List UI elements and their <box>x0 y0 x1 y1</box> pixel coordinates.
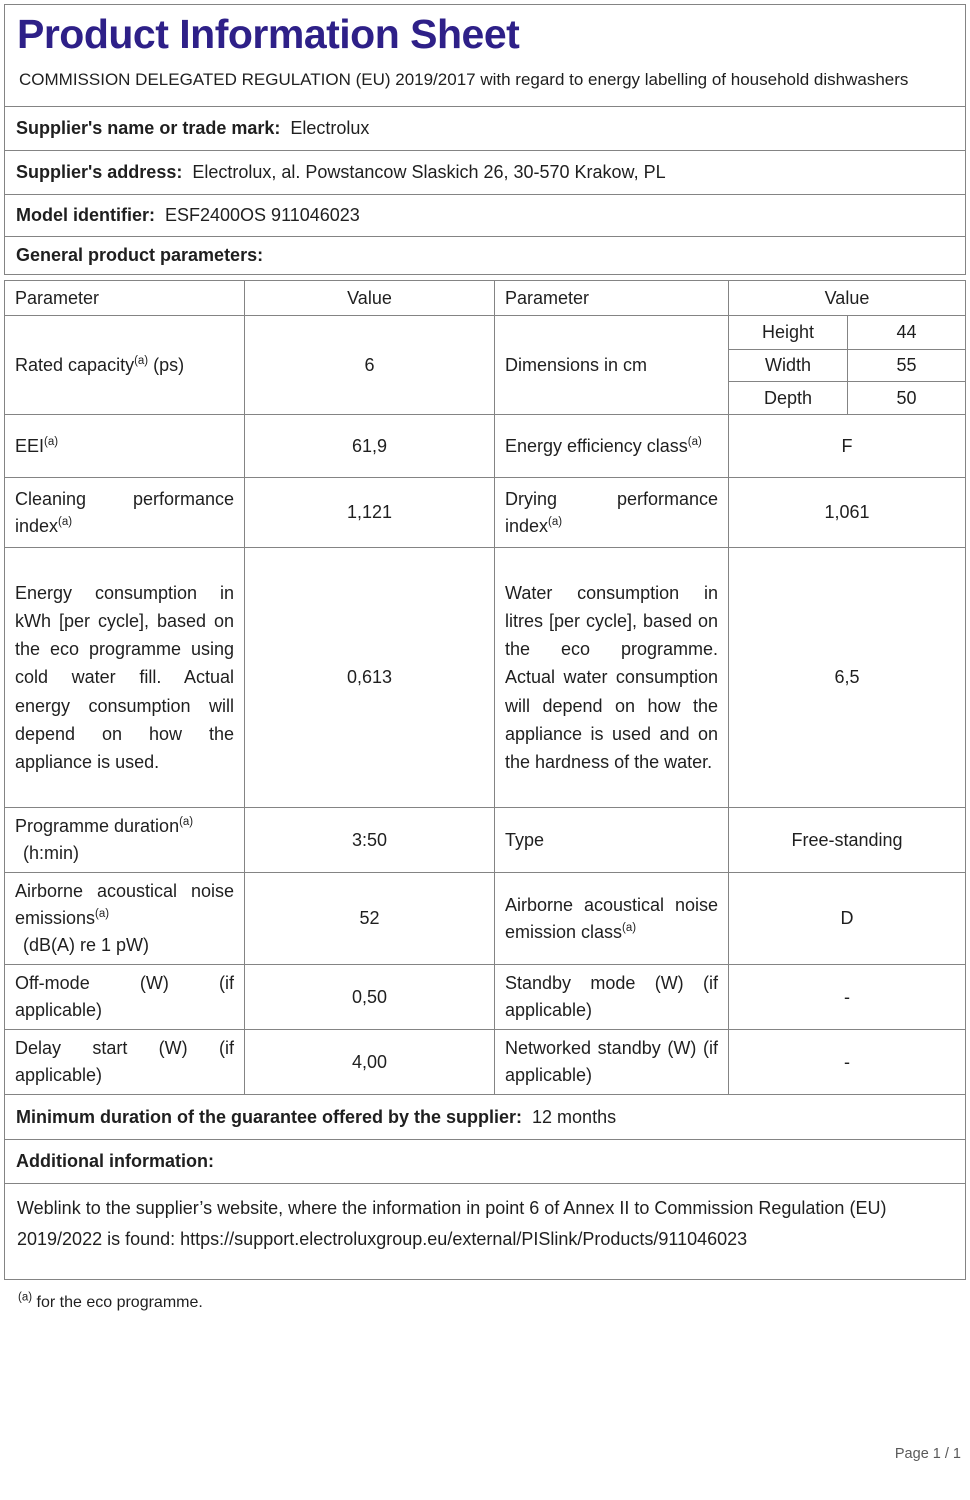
additional-information-row <box>5 1139 965 1183</box>
delay-start-label: Delay start (W) (if applicable) <box>15 1038 234 1085</box>
parameters-table <box>4 280 966 1280</box>
document-sheet <box>4 4 966 1312</box>
standby-mode-value: - <box>728 965 965 1029</box>
page-number: Page 1 / 1 <box>894 1446 961 1462</box>
delay-start-row <box>5 1029 965 1094</box>
guarantee-label: Minimum duration of the guarantee offered by the supplier: <box>16 1106 523 1127</box>
regulation-subtitle: COMMISSION DELEGATED REGULATION (EU) 2019/2017 with regard to energy labelling of household dishwashers <box>19 70 909 90</box>
dimension-depth-value: 50 <box>847 381 965 414</box>
supplier-name-value: Electrolux <box>290 118 370 138</box>
networked-standby-value: - <box>728 1030 965 1094</box>
cleaning-performance-row <box>5 477 965 547</box>
standby-mode-label: Standby mode (W) (if applicable) <box>494 965 728 1029</box>
additional-information-heading: Additional information: <box>16 1151 214 1171</box>
off-mode-value: 0,50 <box>244 965 494 1029</box>
noise-emissions-value: 52 <box>244 873 494 964</box>
off-mode-row <box>5 964 965 1029</box>
guarantee-value: 12 months <box>532 1106 617 1127</box>
eei-label: EEI$^{(a)}$ <box>15 435 59 456</box>
supplier-address-label: Supplier's address: <box>16 162 183 182</box>
type-label: Type <box>494 808 728 872</box>
noise-class-label: Airborne acoustical noise emission class$^{(a)}$ <box>494 873 728 964</box>
table-header-row <box>5 281 965 315</box>
energy-consumption-label: Energy consumption in kWh [per cycle], based on the eco programme using cold water fill. Actual energy consumption will depend on how the appliance is used. <box>15 583 234 772</box>
header-value-1: Value <box>244 281 494 315</box>
footnote-marker: (a) <box>179 816 194 828</box>
noise-emissions-row <box>5 872 965 964</box>
water-consumption-value: 6,5 <box>728 548 965 807</box>
footnote-text: for the eco programme. <box>36 1294 203 1311</box>
title-row <box>5 5 965 106</box>
footnote-marker: (a) <box>622 921 637 934</box>
delay-start-value: 4,00 <box>244 1030 494 1094</box>
dimensions-label: Dimensions in cm <box>494 316 728 414</box>
noise-class-value: D <box>728 873 965 964</box>
weblink-url: https://support.electroluxgroup.eu/external/PISlink/Products/911046023 <box>180 1228 748 1249</box>
dimension-height-label: Height <box>761 321 815 342</box>
general-parameters-heading: General product parameters: <box>16 245 264 265</box>
footnote <box>18 1291 966 1312</box>
footnote-marker: (a) <box>95 908 110 920</box>
footnote-marker: (a) <box>548 515 563 528</box>
weblink-row <box>5 1183 965 1279</box>
drying-index-value: 1,061 <box>728 478 965 547</box>
header-parameter-2: Parameter <box>494 281 728 315</box>
supplier-address-value: Electrolux, al. Powstancow Slaskich 26, 30-570 Krakow, PL <box>192 162 666 182</box>
footnote-marker: (a) <box>18 1291 33 1304</box>
footnote-marker: (a) <box>134 354 149 367</box>
supplier-name-label: Supplier's name or trade mark: <box>16 118 281 138</box>
footnote-marker: (a) <box>44 435 59 448</box>
footnote-marker: (a) <box>687 435 702 448</box>
rated-capacity-row <box>5 315 965 414</box>
energy-water-consumption-row <box>5 547 965 807</box>
model-identifier-row <box>5 194 965 236</box>
type-value: Free-standing <box>728 808 965 872</box>
weblink-text: Weblink to the supplier’s website, where the information in point 6 of Annex II to Commission Regulation (EU) 2019/2022 is found: <box>17 1198 887 1249</box>
header-parameter-1: Parameter <box>15 287 100 308</box>
dimension-depth-label: Depth <box>729 381 847 414</box>
header-info-table <box>4 4 966 275</box>
water-consumption-label: Water consumption in litres [per cycle], based on the eco programme. Actual water consumption will depend on how the appliance is used and on the hardness of the water. <box>494 548 728 807</box>
model-identifier-value: ESF2400OS 911046023 <box>165 205 360 225</box>
noise-emissions-label: Airborne acoustical noise emissions$^{(a)}$ (dB(A) re 1 pW) <box>15 881 234 955</box>
dimension-width-value: 55 <box>847 349 965 382</box>
programme-duration-row <box>5 807 965 872</box>
cleaning-index-value: 1,121 <box>244 478 494 547</box>
rated-capacity-label: Rated capacity$^{(a)}$ (ps) <box>15 354 185 375</box>
off-mode-label: Off-mode (W) (if applicable) <box>15 973 234 1020</box>
rated-capacity-value: 6 <box>244 316 494 414</box>
programme-duration-label: Programme duration$^{(a)}$ (h:min) <box>15 816 194 863</box>
energy-consumption-value: 0,613 <box>244 548 494 807</box>
supplier-address-row <box>5 150 965 194</box>
energy-class-label: Energy efficiency class$^{(a)}$ <box>494 415 728 477</box>
cleaning-index-label: Cleaning performance index$^{(a)}$ <box>15 488 234 536</box>
networked-standby-label: Networked standby (W) (if applicable) <box>494 1030 728 1094</box>
general-parameters-heading-row <box>5 236 965 274</box>
eei-row <box>5 414 965 477</box>
header-value-2: Value <box>728 281 965 315</box>
page-title: Product Information Sheet <box>17 11 520 57</box>
model-identifier-label: Model identifier: <box>16 205 155 225</box>
supplier-name-row <box>5 106 965 150</box>
guarantee-row <box>5 1094 965 1139</box>
programme-duration-value: 3:50 <box>244 808 494 872</box>
drying-index-label: Drying performance index$^{(a)}$ <box>494 478 728 547</box>
dimension-height-value: 44 <box>847 316 965 349</box>
footnote-marker: (a) <box>58 515 73 528</box>
dimensions-subtable <box>728 316 965 414</box>
dimension-width-label: Width <box>729 349 847 382</box>
eei-value: 61,9 <box>244 415 494 477</box>
energy-class-value: F <box>728 415 965 477</box>
